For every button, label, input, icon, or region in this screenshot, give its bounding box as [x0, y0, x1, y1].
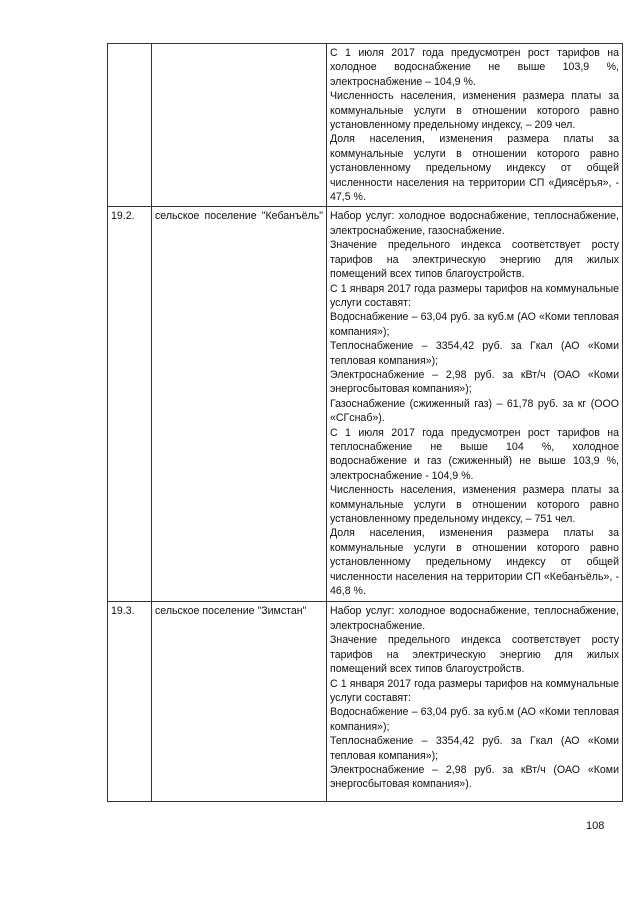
paragraph: Теплоснабжение – 3354,42 руб. за Гкал (АО «Коми тепловая компания»); [330, 735, 619, 762]
row-number [108, 44, 152, 207]
settlement-name: сельское поселение "Зимстан" [152, 602, 327, 802]
settlement-name [152, 44, 327, 207]
paragraph: Газоснабжение (сжиженный газ) – 61,78 руб. за кг (ООО «СГснаб»). [330, 397, 619, 425]
paragraph: Доля населения, изменения размера платы за коммунальные услуги в отношении которого равно установленному предельному индексу от общей численности населения на территории СП «Диясёръя», - 47,5 %. [330, 133, 619, 204]
paragraph: Водоснабжение – 63,04 руб. за куб.м (АО «Коми тепловая компания»); [330, 706, 619, 733]
paragraph: Набор услуг: холодное водоснабжение, теплоснабжение, электроснабжение. [330, 605, 619, 632]
row-description [327, 207, 623, 602]
paragraph: Численность населения, изменения размера платы за коммунальные услуги в отношении которого равно установленному предельному индексу, – 209 чел. [330, 90, 619, 132]
tariff-table [107, 43, 623, 802]
paragraph: Теплоснабжение – 3354,42 руб. за Гкал (АО «Коми тепловая компания»); [330, 340, 619, 367]
paragraph: Электроснабжение – 2,98 руб. за кВт/ч (ОАО «Коми энергосбытовая компания»). [330, 763, 619, 791]
row-number: 19.2. [108, 207, 152, 602]
row-description [327, 602, 623, 802]
row-number: 19.3. [108, 602, 152, 802]
paragraph: С 1 июля 2017 года предусмотрен рост тарифов на холодное водоснабжение не выше 103,9 %, электроснабжение – 104,9 %. [330, 47, 619, 88]
paragraph: Численность населения, изменения размера платы за коммунальные услуги в отношении которого равно установленному предельному индексу, – 751 чел. [330, 484, 619, 525]
paragraph: С 1 января 2017 года размеры тарифов на коммунальные услуги составят: [330, 282, 619, 309]
table-row [108, 207, 623, 602]
paragraph: Водоснабжение – 63,04 руб. за куб.м (АО «Коми тепловая компания»); [330, 311, 619, 338]
paragraph: Значение предельного индекса соответствует росту тарифов на электрическую энергию для жилых помещений всех типов благоустройств. [330, 239, 619, 281]
page-number: 108 [586, 820, 605, 832]
settlement-name: сельское поселение "Кебанъёль" [152, 207, 327, 602]
paragraph: Доля населения, изменения размера платы за коммунальные услуги в отношении которого равно установленному предельному индексу от общей численности населения на территории СП «Кебанъёль», - 46,8 %. [330, 527, 619, 598]
table-row [108, 602, 623, 802]
paragraph: Электроснабжение – 2,98 руб. за кВт/ч (ОАО «Коми энергосбытовая компания»); [330, 368, 619, 396]
paragraph: С 1 июля 2017 года предусмотрен рост тарифов на теплоснабжение не выше 104 %, холодное водоснабжение и газ (сжиженный) не выше 103,9 %, электроснабжение - 104,9 %. [330, 426, 619, 482]
row-description [327, 44, 623, 207]
paragraph: Набор услуг: холодное водоснабжение, теплоснабжение, электроснабжение, газоснабжение. [330, 210, 619, 237]
paragraph: Значение предельного индекса соответствует росту тарифов на электрическую энергию для жилых помещений всех типов благоустройств. [330, 634, 619, 676]
paragraph: С 1 января 2017 года размеры тарифов на коммунальные услуги составят: [330, 677, 619, 704]
table-row [108, 44, 623, 207]
